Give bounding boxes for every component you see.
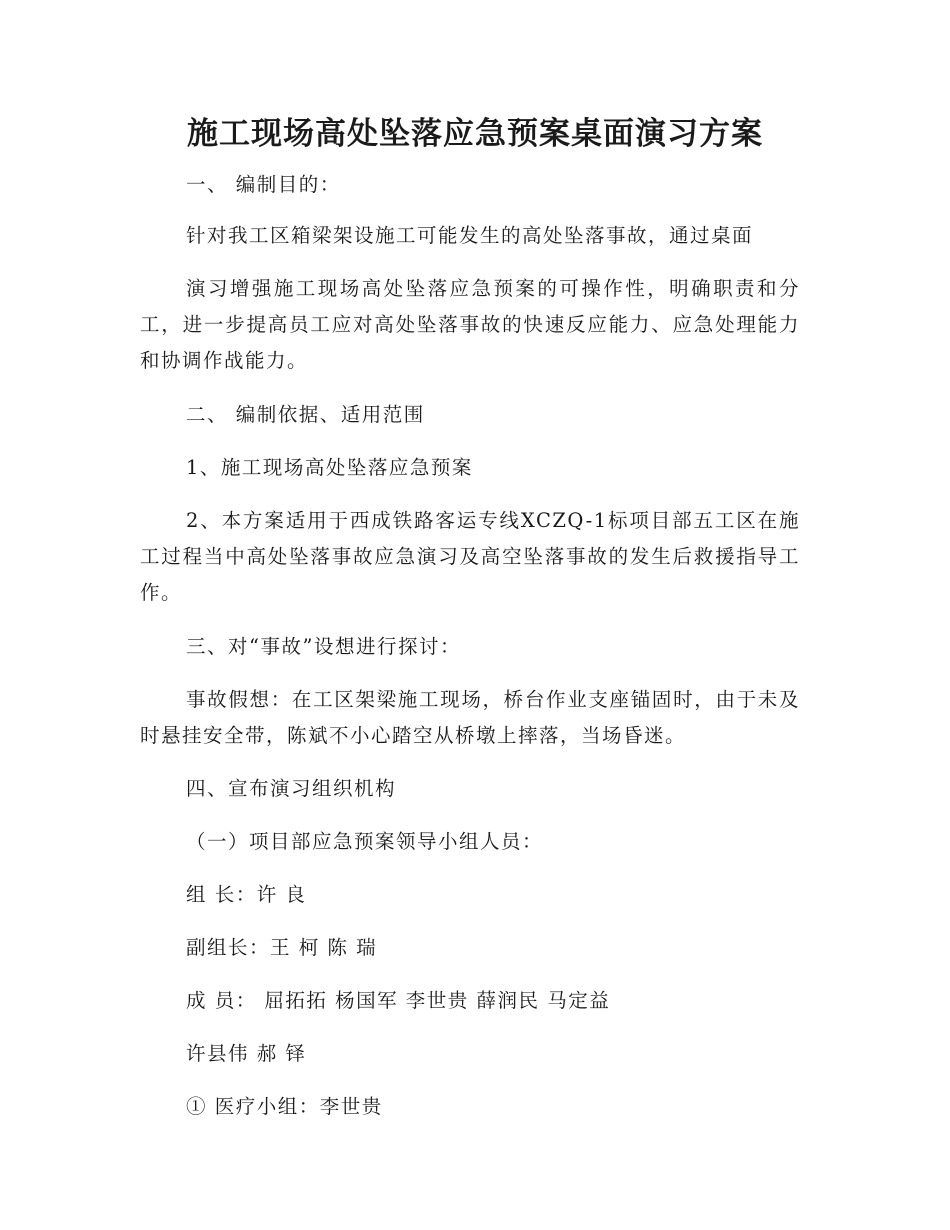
section-heading-4: 四、宣布演习组织机构: [186, 777, 397, 800]
paragraph-basis-1: 1、施工现场高处坠落应急预案: [186, 456, 473, 479]
deputy-leader-line: 副组长：王 柯 陈 瑞: [186, 936, 378, 959]
paragraph-purpose-2: 演习增强施工现场高处坠落应急预案的可操作性，明确职责和分工，进一步提高员工应对高处坠落事故的快速反应能力、应急处理能力和协调作战能力。: [140, 277, 800, 372]
section-heading-1: 一、 编制目的：: [186, 173, 341, 196]
subsection-heading-leadership: （一）项目部应急预案领导小组人员：: [186, 830, 544, 853]
document-title: 施工现场高处坠落应急预案桌面演习方案: [187, 116, 763, 152]
medical-team-line: ① 医疗小组：李世贵: [186, 1095, 383, 1118]
paragraph-purpose-1: 针对我工区箱梁架设施工可能发生的高处坠落事故，通过桌面: [186, 224, 754, 247]
section-heading-2: 二、 编制依据、适用范围: [186, 403, 425, 426]
leader-line: 组 长：许 良: [186, 883, 307, 906]
paragraph-accident-scenario: 事故假想：在工区架梁施工现场，桥台作业支座锚固时，由于未及时悬挂安全带，陈斌不小心踏空从桥墩上摔落，当场昏迷。: [140, 688, 800, 747]
section-heading-3: 三、对“事故”设想进行探讨：: [186, 635, 461, 658]
members-line-continued: 许县伟 郝 铎: [186, 1042, 307, 1065]
paragraph-scope-2: 2、本方案适用于西成铁路客运专线XCZQ-1标项目部五工区在施工过程当中高处坠落事故应急演习及高空坠落事故的发生后救援指导工作。: [140, 509, 800, 604]
members-line: 成 员： 屈拓拓 杨国军 李世贵 薛润民 马定益: [186, 989, 611, 1012]
